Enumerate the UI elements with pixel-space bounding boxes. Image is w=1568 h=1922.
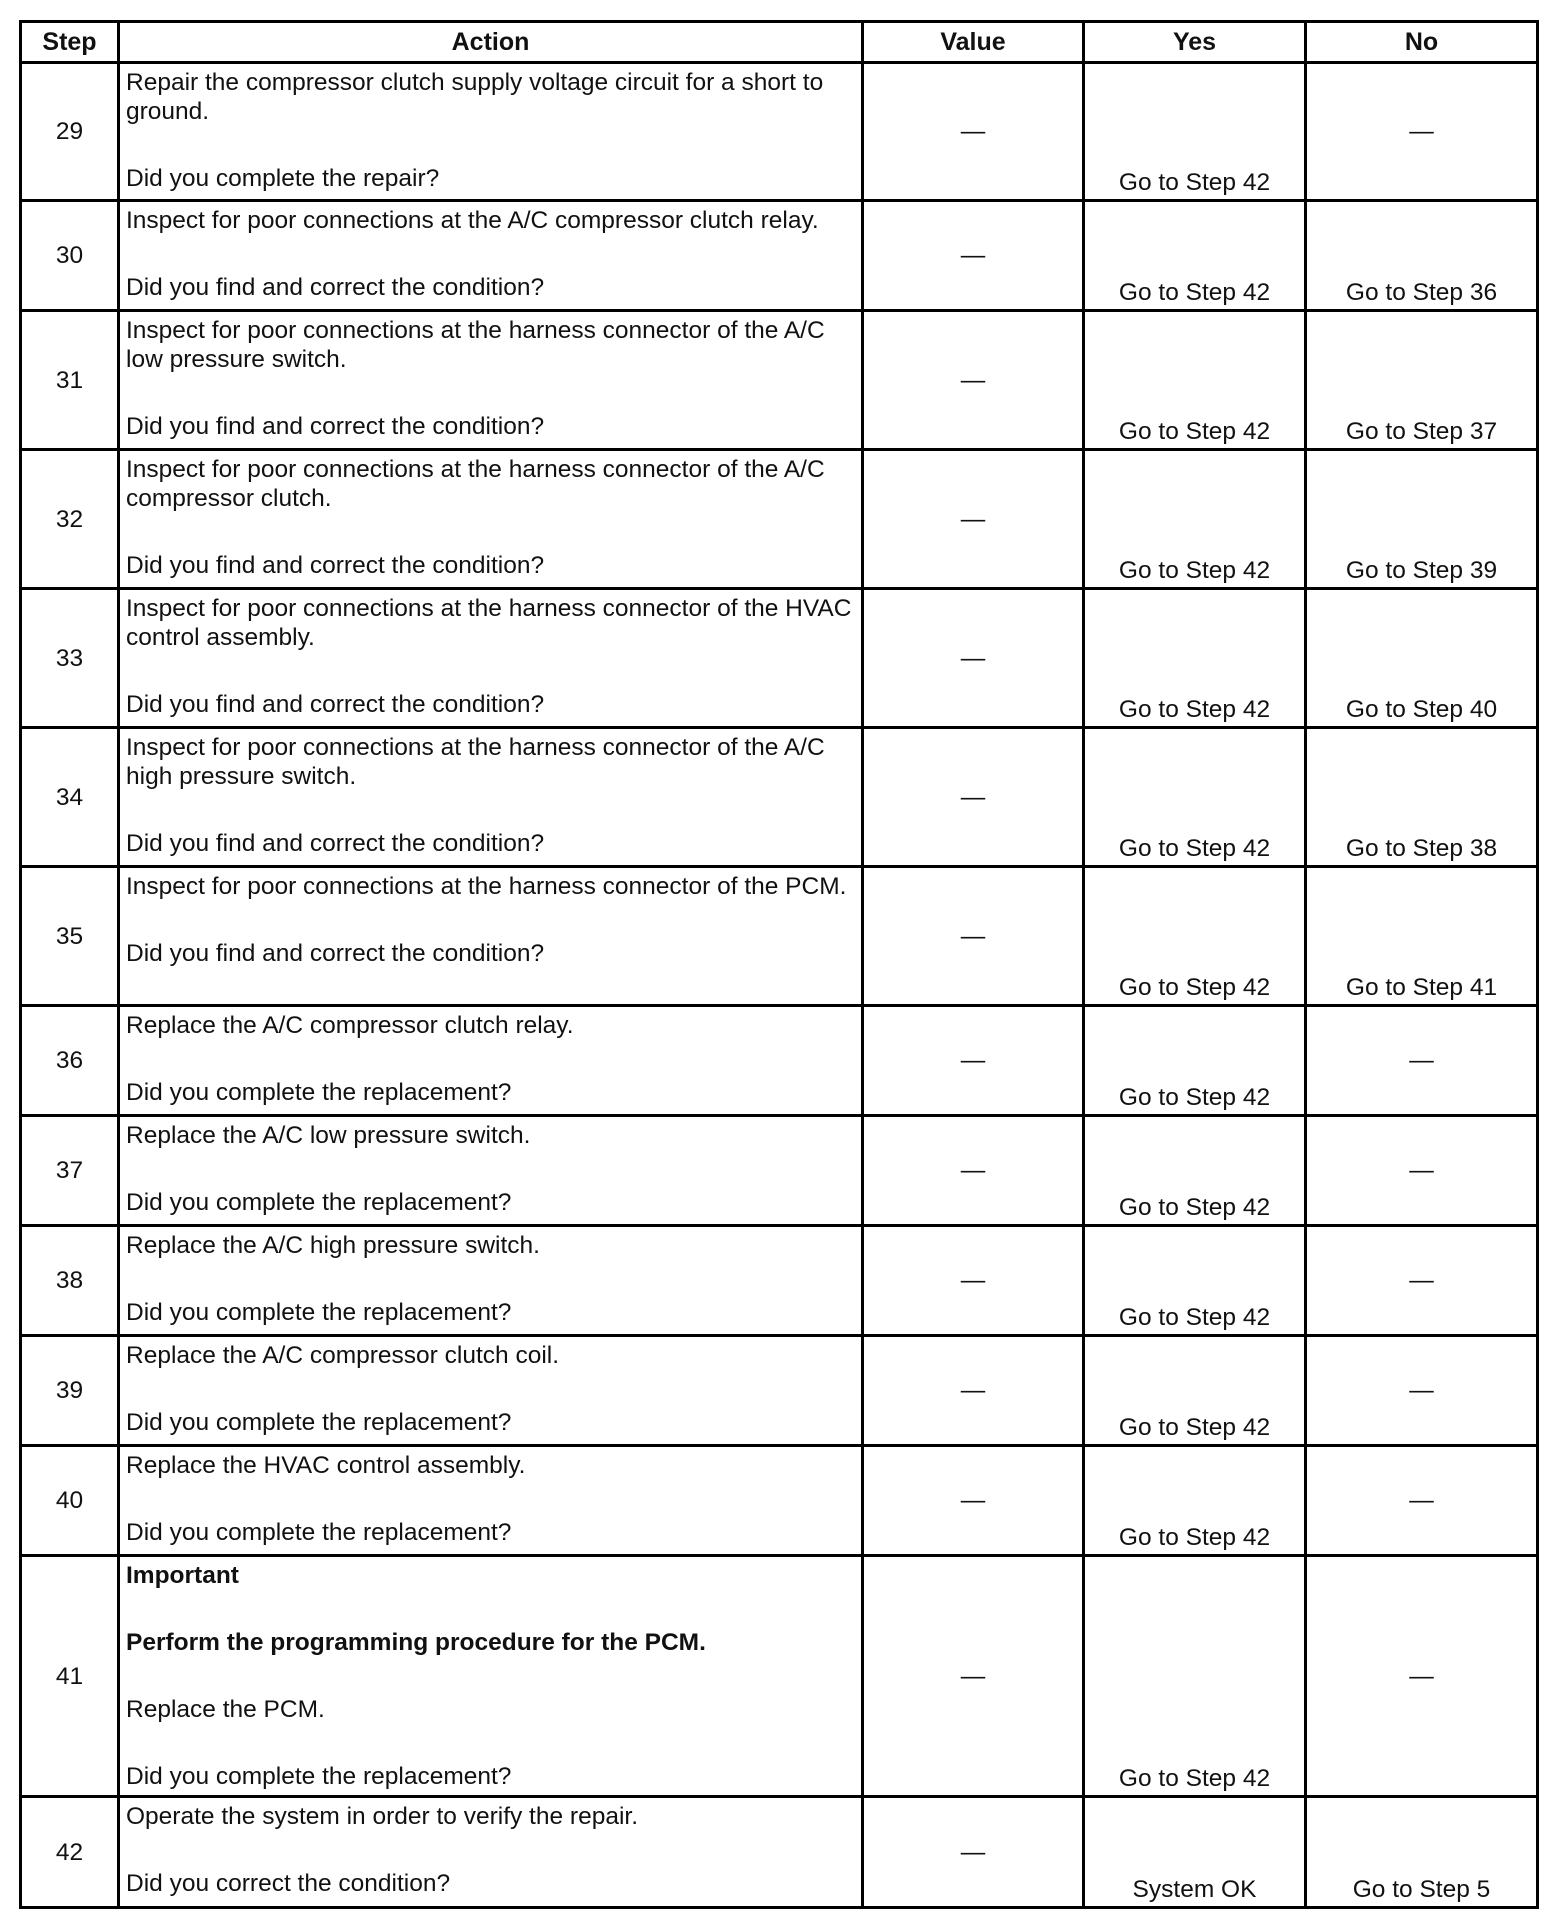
paragraph-gap <box>126 1260 855 1298</box>
value-cell: — <box>863 728 1084 867</box>
yes-result: Go to Step 42 <box>1084 1226 1306 1336</box>
step-number: 34 <box>21 728 119 867</box>
table-row <box>21 1006 1538 1116</box>
action-text: Replace the PCM. <box>126 1696 325 1723</box>
action-cell <box>119 589 863 728</box>
step-number: 38 <box>21 1226 119 1336</box>
action-text: Inspect for poor connections at the A/C compressor clutch relay. <box>126 207 819 234</box>
action-text: Did you complete the repair? <box>126 165 440 192</box>
action-cell <box>119 1336 863 1446</box>
action-cell <box>119 728 863 867</box>
action-text: Operate the system in order to verify the repair. <box>126 1803 639 1830</box>
action-cell <box>119 201 863 311</box>
paragraph-gap <box>126 1150 855 1188</box>
paragraph-gap <box>126 1831 855 1869</box>
action-cell <box>119 63 863 201</box>
action-text: Did you find and correct the condition? <box>126 830 545 857</box>
value-cell: — <box>863 1446 1084 1556</box>
no-result: Go to Step 37 <box>1306 311 1538 450</box>
action-text: Did you complete the replacement? <box>126 1079 512 1106</box>
action-text: Replace the A/C high pressure switch. <box>126 1232 540 1259</box>
yes-result: Go to Step 42 <box>1084 450 1306 589</box>
no-result: Go to Step 36 <box>1306 201 1538 311</box>
step-number: 42 <box>21 1797 119 1908</box>
step-number: 40 <box>21 1446 119 1556</box>
action-text: Did you find and correct the condition? <box>126 552 545 579</box>
action-text: Replace the A/C compressor clutch coil. <box>126 1342 560 1369</box>
action-cell <box>119 867 863 1006</box>
value-cell: — <box>863 201 1084 311</box>
header-value: Value <box>863 22 1084 63</box>
action-text: Did you complete the replacement? <box>126 1519 512 1546</box>
step-number: 29 <box>21 63 119 201</box>
step-number: 31 <box>21 311 119 450</box>
paragraph-gap <box>126 126 855 164</box>
yes-result: Go to Step 42 <box>1084 311 1306 450</box>
value-cell: — <box>863 1556 1084 1797</box>
diagnostic-table <box>19 20 1539 1909</box>
no-result: Go to Step 5 <box>1306 1797 1538 1908</box>
yes-result: Go to Step 42 <box>1084 1446 1306 1556</box>
paragraph-gap <box>126 1040 855 1078</box>
action-cell <box>119 1556 863 1797</box>
action-cell <box>119 1446 863 1556</box>
action-text: Did you complete the replacement? <box>126 1299 512 1326</box>
yes-result: Go to Step 42 <box>1084 728 1306 867</box>
paragraph-gap <box>126 791 855 829</box>
no-result: — <box>1306 63 1538 201</box>
header-no: No <box>1306 22 1538 63</box>
value-cell: — <box>863 63 1084 201</box>
important-text: Perform the programming procedure for the PCM. <box>126 1629 706 1656</box>
yes-result: Go to Step 42 <box>1084 63 1306 201</box>
step-number: 41 <box>21 1556 119 1797</box>
action-cell <box>119 311 863 450</box>
paragraph-gap <box>126 1657 855 1695</box>
action-text: Inspect for poor connections at the harness connector of the PCM. <box>126 873 847 900</box>
action-cell <box>119 1006 863 1116</box>
paragraph-gap <box>126 235 855 273</box>
action-text: Inspect for poor connections at the harness connector of the A/C compressor clutch. <box>126 456 825 512</box>
action-text: Did you find and correct the condition? <box>126 940 545 967</box>
paragraph-gap <box>126 513 855 551</box>
action-text: Did you complete the replacement? <box>126 1189 512 1216</box>
header-row <box>21 22 1538 63</box>
value-cell: — <box>863 1797 1084 1908</box>
table-row <box>21 1797 1538 1908</box>
value-cell: — <box>863 311 1084 450</box>
action-text: Inspect for poor connections at the harness connector of the A/C high pressure switch. <box>126 734 825 790</box>
paragraph-gap <box>126 652 855 690</box>
table-row <box>21 589 1538 728</box>
header-yes: Yes <box>1084 22 1306 63</box>
table-row <box>21 311 1538 450</box>
paragraph-gap <box>126 1370 855 1408</box>
paragraph-gap <box>126 1480 855 1518</box>
paragraph-gap <box>126 1724 855 1762</box>
value-cell: — <box>863 1116 1084 1226</box>
action-text: Replace the HVAC control assembly. <box>126 1452 526 1479</box>
no-result: — <box>1306 1556 1538 1797</box>
step-number: 30 <box>21 201 119 311</box>
important-text: Important <box>126 1562 239 1589</box>
no-result: — <box>1306 1116 1538 1226</box>
paragraph-gap <box>126 374 855 412</box>
header-action: Action <box>119 22 863 63</box>
table-row <box>21 1446 1538 1556</box>
no-result: — <box>1306 1006 1538 1116</box>
yes-result: Go to Step 42 <box>1084 1116 1306 1226</box>
no-result: Go to Step 39 <box>1306 450 1538 589</box>
step-number: 37 <box>21 1116 119 1226</box>
table-row <box>21 1336 1538 1446</box>
step-number: 36 <box>21 1006 119 1116</box>
value-cell: — <box>863 450 1084 589</box>
value-cell: — <box>863 589 1084 728</box>
action-text: Did you complete the replacement? <box>126 1409 512 1436</box>
step-number: 39 <box>21 1336 119 1446</box>
no-result: — <box>1306 1446 1538 1556</box>
yes-result: Go to Step 42 <box>1084 1336 1306 1446</box>
table-row <box>21 867 1538 1006</box>
yes-result: Go to Step 42 <box>1084 1556 1306 1797</box>
step-number: 32 <box>21 450 119 589</box>
action-text: Inspect for poor connections at the harness connector of the HVAC control assembly. <box>126 595 852 651</box>
step-number: 35 <box>21 867 119 1006</box>
step-number: 33 <box>21 589 119 728</box>
no-result: — <box>1306 1226 1538 1336</box>
table-row <box>21 1226 1538 1336</box>
header-step: Step <box>21 22 119 63</box>
action-text: Repair the compressor clutch supply voltage circuit for a short to ground. <box>126 69 824 125</box>
no-result: — <box>1306 1336 1538 1446</box>
paragraph-gap <box>126 1590 855 1628</box>
no-result: Go to Step 38 <box>1306 728 1538 867</box>
yes-result: Go to Step 42 <box>1084 201 1306 311</box>
action-text: Did you find and correct the condition? <box>126 274 545 301</box>
value-cell: — <box>863 867 1084 1006</box>
action-text: Inspect for poor connections at the harness connector of the A/C low pressure switch. <box>126 317 825 373</box>
table-row <box>21 450 1538 589</box>
action-text: Did you complete the replacement? <box>126 1763 512 1790</box>
action-text: Replace the A/C compressor clutch relay. <box>126 1012 574 1039</box>
no-result: Go to Step 41 <box>1306 867 1538 1006</box>
table-row <box>21 1116 1538 1226</box>
table-row <box>21 728 1538 867</box>
action-text: Did you find and correct the condition? <box>126 691 545 718</box>
paragraph-gap <box>126 901 855 939</box>
table-row <box>21 201 1538 311</box>
value-cell: — <box>863 1226 1084 1336</box>
yes-result: Go to Step 42 <box>1084 1006 1306 1116</box>
action-cell <box>119 1226 863 1336</box>
table-row <box>21 63 1538 201</box>
action-cell <box>119 1116 863 1226</box>
action-text: Replace the A/C low pressure switch. <box>126 1122 531 1149</box>
action-cell <box>119 450 863 589</box>
no-result: Go to Step 40 <box>1306 589 1538 728</box>
action-text: Did you find and correct the condition? <box>126 413 545 440</box>
value-cell: — <box>863 1336 1084 1446</box>
yes-result: Go to Step 42 <box>1084 589 1306 728</box>
action-cell <box>119 1797 863 1908</box>
yes-result: Go to Step 42 <box>1084 867 1306 1006</box>
value-cell: — <box>863 1006 1084 1116</box>
yes-result: System OK <box>1084 1797 1306 1908</box>
table-row <box>21 1556 1538 1797</box>
action-text: Did you correct the condition? <box>126 1870 451 1897</box>
